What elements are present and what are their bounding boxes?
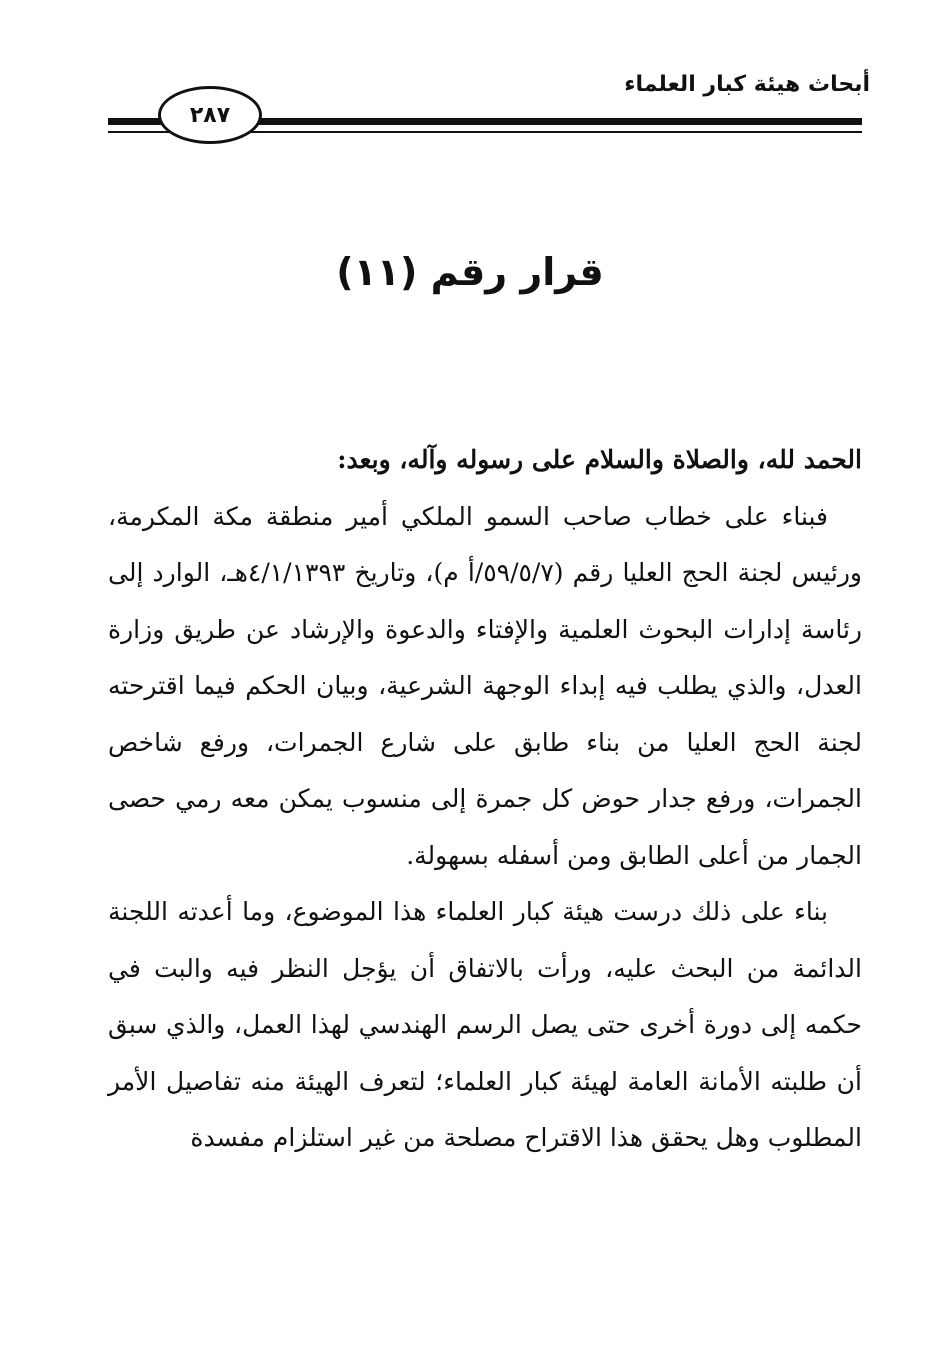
page-number-oval [158,86,262,144]
paragraph-2: بناء على ذلك درست هيئة كبار العلماء هذا الموضوع، وما أعدته اللجنة الدائمة من البحث عليه، ورأت بالاتفاق أن يؤجل النظر فيه والبت في حكمه إلى دورة أخرى حتى يصل الرسم الهندسي لهذا العمل، والذي سبق أن طلبته الأمانة العامة لهيئة كبار العلماء؛ لتعرف الهيئة منه تفاصيل الأمر المطلوب وهل يحقق هذا الاقتراح مصلحة من غير استلزام مفسدة [108,897,862,1152]
decision-title: قرار رقم (١١) [336,250,604,294]
running-header-title: أبحاث هيئة كبار العلماء [624,72,870,97]
document-body [108,432,862,1167]
paragraph-1: فبناء على خطاب صاحب السمو الملكي أمير منطقة مكة المكرمة، ورئيس لجنة الحج العليا رقم (٥٩/٥/٧/أ م)، وتاريخ ٤/١/١٣٩٣هـ، الوارد إلى رئاسة إدارات البحوث العلمية والإفتاء والدعوة والإرشاد عن طريق وزارة العدل، والذي يطلب فيه إبداء الوجهة الشرعية، وبيان الحكم فيما اقترحته لجنة الحج العليا من بناء طابق على شارع الجمرات، ورفع شاخص الجمرات، ورفع جدار حوض كل جمرة إلى منسوب يمكن معه رمي حصى الجمار من أعلى الطابق ومن أسفله بسهولة. [108,501,863,870]
page-number: ٢٨٧ [189,102,231,128]
opening-line: الحمد لله، والصلاة والسلام على رسوله وآله، وبعد: [337,445,862,474]
